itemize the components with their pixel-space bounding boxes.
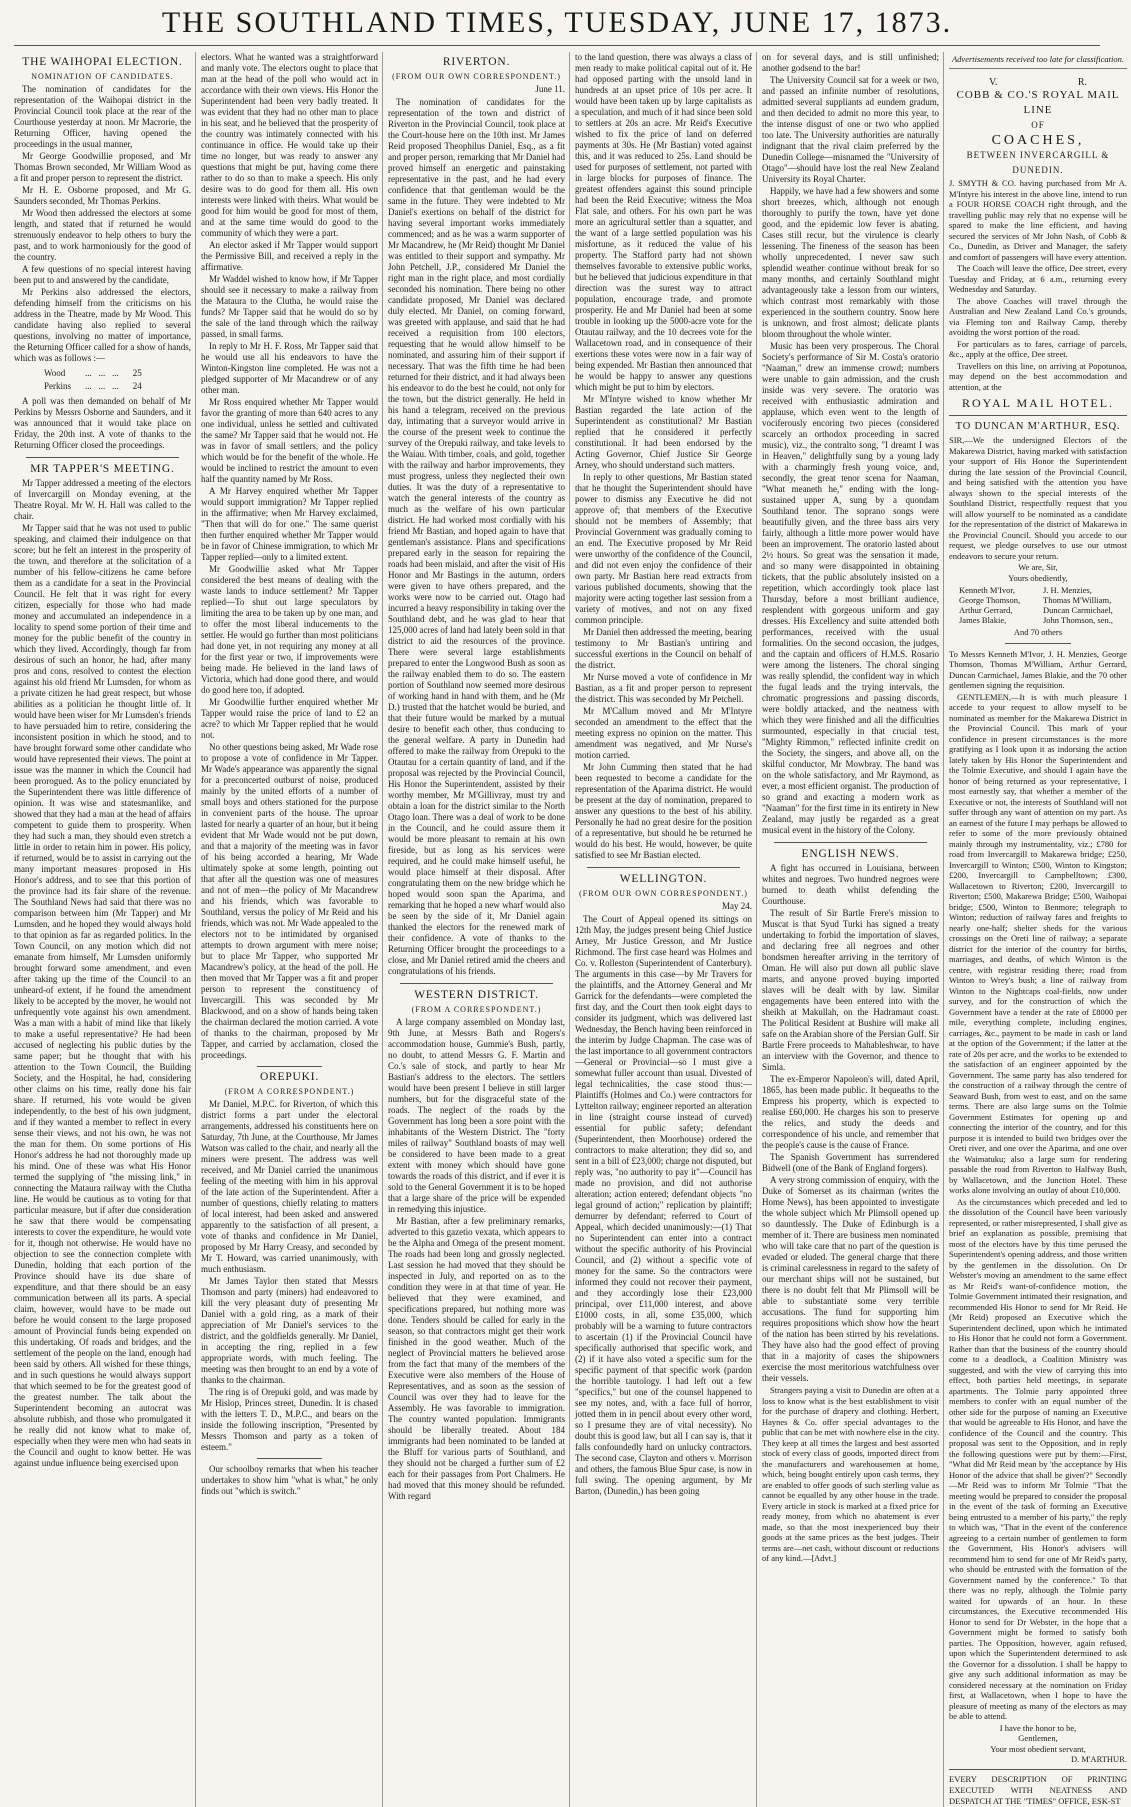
ad-title-line: COBB & CO.'S ROYAL MAIL LINE (956, 89, 1120, 116)
column-4 (575, 52, 757, 1807)
column-1 (14, 52, 196, 1807)
signatory: J. H. Menzies, (1043, 585, 1092, 595)
article-body (388, 1017, 565, 1502)
signatory: Thomas M'William, (1043, 595, 1112, 605)
divider (400, 983, 553, 984)
poll-dots: ... ... ... (85, 368, 119, 378)
ad-title-line: BETWEEN INVERCARGILL & DUNEDIN. (966, 150, 1110, 175)
article-heading-wellington: WELLINGTON. (619, 873, 708, 885)
paragraph: A Mr Harvey enquired whether Mr Tapper would support immigration? Mr Tapper replied in the affirmative; when Mr Harvey exclaimed, "Then that will do for one." The same querist then further enquired whether Mr Tapper would be in favor of Chinese immigration, to which Mr Tapper replied—only to a limited extent. (201, 486, 378, 562)
paragraph: The ex-Emperor Napoleon's will, dated April, 1865, has been made public. It bequeaths to the Empress his property, which is expected to realise £60,000. He charges his son to preserve the relics, and study the deeds and correspondence of his uncle, and remember that the people's cause is the cause of France. (762, 1074, 939, 1150)
paragraph: Mr M'Intyre wished to know whether Mr Bastian regarded the late action of the Superintendent as constitutional? Mr Bastian replied that he considered it perfectly constitutional. It had been endorsed by the Acting Governor, Chief Justice Sir George Arney, who should understand such matters. (575, 394, 752, 470)
requisition-advertisement (949, 421, 1127, 1765)
article-date: June 11. (535, 84, 565, 94)
table-row (44, 381, 154, 392)
article-subheading: (FROM OUR OWN CORRESPONDENT.) (392, 72, 561, 81)
paragraph: Mr M'Callum moved and Mr M'Intyre seconded an amendment to the effect that the meeting express no opinion on the matter. This amendment was negatived, and Mr Nurse's motion carried. (575, 706, 752, 760)
article-body (762, 863, 939, 1564)
article-body (762, 52, 939, 836)
paragraph: electors. What he wanted was a straightforward and manly vote. The electors ought to place that man at the head of the poll who would act in accordance with their own views. His Honor the Superintendent had been very badly treated. It was evident that they had no other man to place in his seat, and he believed that the prosperity of the country was intimately connected with his continuance in office. He would take up their time no longer, but was ready to answer any questions that might be put, having come there rather to do so than to make a speech. His only desire was to do good for them all. His own interests were linked with theirs. What would be good for him would be good for most of them, and at the same time would do good to the community of which they were a part. (201, 52, 378, 238)
article-heading-orepuki: OREPUKI. (259, 1071, 320, 1083)
paragraph: The nomination of candidates for the representation of the town and district of Riverton in the Provincial Council, took place at the Court-house here on the 10th inst. Mr James Reid proposed Theophilus Daniel, Esq., as a fit and proper person, remarking that Mr Daniel had proved himself an energetic and painstaking representative in the past, and he had every confidence that that gentleman would be the same in the future. They were indebted to Mr Daniel's exertions on behalf of the district for having several important works immediately commenced; and as he was a warm supporter of Mr Macandrew, he (Mr Reid) thought Mr Daniel was entitled to their support and sympathy. Mr John Petchell, J.P., considered Mr Daniel the right man in the right place, and most cordially seconded his nomination. There being no other candidate proposed, Mr Daniel was declared duly elected. Mr Daniel, on coming forward, was greeted with applause, and said that he had received a requisition from 100 electors, requesting that he would allow himself to be nominated, and assuring him of their support if necessary. That was the fifth time he had been returned for their district, and it had always been his endeavor to do the best he could, not only for the town, but the district generally. He held in his hand a telegram, received on the previous day, intimating that a surveyor would arrive in the course of the present week to continue the survey of the Orepuki railway, and take levels to the Waiau. With timber, coals, and gold, together with the railway and harbor improvements, they must progress, unless they neglected their own duties. It was the duty of a representative to watch the general interests of the country as much as the welfare of his own particular district. He had worked most cordially with his friend Mr Bastian, and hoped again to have that gentleman's assistance. Plans and specifications prepared early in the season for repairing the roads had been mislaid, and after the visit of His Honor and Mr Bastings in the autumn, orders were given to have others prepared, and the works were now to be carried out. Otago had incurred a heavy responsibility in taking over the Southland debt, and he was glad to hear that 125,000 acres of land had lately been sold in that district to aid the resources of the province. There were several large establishments prepared to enter the Longwood Bush as soon as the railway enabled them to do so. The eastern portion of Southland now seemed more desirous of working hand in hand with them, and he (Mr D.) trusted that the hatchet would be buried, and that their future would be marked by a mutual desire to benefit each other, thus conducing to the general welfare. A party in Dunedin had offered to make the railway from Orepuki to the Otautau for a certain quantity of land, and if the proposal was rejected by the Provincial Council, His Honor the Superintendent, assisted by their worthy member, Mr M'Gillivray, must try and obtain a loan for the district similar to the North Otago loan. There was a deal of work to be done in the Council, and he could assure them it would be more pleasant to remain at his own fireside, but as long as his services were required, and he could make himself useful, he would place himself at their disposal. After congratulating them on the new bridge which he hoped would soon span the Aparima, and remarking that he hoped a new wharf would also be seen by the side of it, Mr Daniel again thanked the electors for the renewed mark of their confidence. A vote of thanks to the Returning Officer brought the proceedings to a close, and Mr Daniel retired amid the cheers and congratulations of his friends. (388, 97, 565, 976)
paragraph: Mr Goodwillie further enquired whether Mr Tapper would raise the price of land to £2 an acre? to which Mr Tapper replied that he would not. (201, 697, 378, 740)
paragraph: on for several days, and is still unfinished; another godsend to the bar! (762, 52, 939, 73)
paragraph: An elector asked if Mr Tapper would support the Permissive Bill, and received a reply in the affirmative. (201, 240, 378, 272)
paragraph: Mr Tapper addressed a meeting of the electors of Invercargill on Monday evening, at the Theatre Royal. Mr W. H. Hall was called to the chair. (14, 478, 191, 521)
paragraph: Mr Daniel, M.P.C. for Riverton, of which this district forms a part under the electoral arrangements, addressed his constituents here on Saturday, 7th June, at the Courthouse. Mr James Watson was called to the chair, and nearly all the miners were present. The address was well received, and Mr Daniel carried the unanimous feeling of the meeting with him in his approval of the late action of the Superintendent. After a number of questions, chiefly relating to matters of local interest, had been asked and answered apparently to the satisfaction of all present, a vote of thanks and confidence in Mr Daniel, proposed by Mr Harry Creasy, and seconded by Mr T. Howard, was carried unanimously, with much enthusiasm. (201, 1099, 378, 1274)
article-body (388, 97, 565, 977)
poll-dots: ... ... ... (85, 381, 119, 391)
poll-votes: 24 (132, 381, 142, 391)
paragraph: Mr Nurse moved a vote of confidence in Mr Bastian, as a fit and proper person to represent the district. This was seconded by Mr Petchell. (575, 672, 752, 704)
printing-advertisement: EVERY DESCRIPTION OF PRINTING EXECUTED WITH NEATNESS AND DESPATCH AT THE "TIMES" OFFICE, ESK-ST (949, 1773, 1127, 1806)
paragraph: Happily, we have had a few showers and some short breezes, which, although not enough thoroughly to purify the town, have yet done good, and the epidemic low fever is abating. Cases still recur, but the virulence is clearly lessening. The fineness of the season has been wholly unprecedented. I never saw such splendid weather continue without break for so many months, and certainly Southland might advantageously take a lesson from our winters, which contrast most remarkably with those experienced in the southern country. Snow here is unknown, and frost almost; delicate plants bloom throughout the whole winter. (762, 186, 939, 339)
paragraph: Mr Waddel wished to know how, if Mr Tapper should see it necessary to make a railway from the Mataura to the Clutha, he would raise the funds? Mr Tapper said that he would do so by the sale of the land through which the railway passed, in small farms. (201, 274, 378, 339)
ad-paragraph: Travellers on this line, on arriving at Popotunoa, may depend on the best accommodation and attention, at the (949, 360, 1127, 392)
column-6 (949, 52, 1131, 1807)
table-row (44, 368, 154, 379)
requisition-heading: TO DUNCAN M'ARTHUR, ESQ. (955, 421, 1121, 432)
article-body (201, 52, 378, 1061)
article-body (575, 52, 752, 861)
paragraph: The nomination of candidates for the representation of the Waihopai district in the Provincial Council took place at the rear of the Courthouse yesterday at noon. Mr Macrorie, the Returning Officer, having opened the proceedings in the usual manner, (14, 84, 191, 149)
paragraph: Our schoolboy remarks that when his teacher undertakes to show him "what is what," he only finds out "which is switch." (201, 1464, 378, 1496)
article-subheading: (FROM A CORRESPONDENT.) (224, 1087, 355, 1096)
paragraph: Mr Tapper said that he was not used to public speaking, and claimed their indulgence on that score; but he felt an interest in the prosperity of the town, and therefore at the solicitation of a number of his fellow-citizens he came before them as a candidate for a seat in the Provincial Council. He felt that it was right for every citizen, especially for those who had made money and accumulated an independence in a locality to spend some portion of their time and money for the public benefit of the country in which they lived. Accordingly, though far from desirous of such an honor, he had, after many pros and cons, resolved to contest the election against his old friend Mr Lumsden, for whom as a private citizen he had great respect, but whose abilities as a politician he thought little of. It would have been wiser for Mr Lumsden's friends to have persuaded him to retire, considering the inconsistent position in which he stood, and to have brought forward some other candidate who would have represented their views. The point at issue was the manner in which the Council had been prorogued. As to the policy enunciated by the Superintendent there was little difference of opinion. It was wise and statesmanlike, and showed that they had a man at the head of affairs competent to guide them to prosperity. When they had such a man, they should even stretch a little in order to retain him in power. His policy, if returned, would be to assist in carrying out the many important measures proposed in His Honor's address, and to see that this portion of the province had its fair share of the revenue. The Southland News had said that there was no comparison between him (Mr Tapper) and Mr Lumsden, and he hoped they would always hold to that opinion as far as regarded politics. In the Town Council, on any motion which did not emanate from himself, Mr Lumsden uniformly brought forward some amendment, and even after taking up the time of the Council to an unheard-of extent, if he found the amendment likely to be accepted by the mover, he would not unfrequently vote against his own amendment. Was a man with a habit of mind like that likely to make a useful representative? He had been accused of neglecting his public duties by the same paper; but he thought that with his attention to the Town Council, the Building Society, and the Hospital, he had, considering other claims on his time, really done his fair share. If returned, his vote would be given independently, to the best of his own judgment, and if they wanted a member to reflect in every sense their views, and not his own, he was not the man for them. On some portions of His Honor's address he had not thoroughly made up his mind. One of these was what His Honor termed the supplying of "the missing link," in connecting the Mataura railway with the Clutha line. He would be cautious as to voting for that particular measure, but if after due consideration he saw that there would be compensating interests to cover the expenditure, he would vote for it, though not otherwise. He would have no objection to see the connection complete with Dunedin, holding that each portion of the Province should have its due share of expenditure, and that there should be an easy communication between all its parts. A special claim, however, would have to be made out before he would consent to the large proposed amount of Provincial funds being expended on this undertaking. Of roads and bridges, and the settlement of the people on the land, enough had been said by others. All wished for these things, and in such questions he would always support that which seemed to be for the greatest good of the greatest number. The talk about the Superintendent becoming an autocrat was absolute rubbish, and those who promulgated it he really did not know what to make of, especially when they were men who had seats in the Council and ought to know better. He was against undue influence being exercised upon (14, 523, 191, 1468)
column-3 (388, 52, 570, 1807)
divider (949, 1769, 1127, 1770)
article-body (201, 1099, 378, 1497)
ad-paragraph: J. SMYTH & CO. having purchased from Mr A. M'Intyre his interest in the above line, intend to run a FOUR HORSE COACH right through, and the travelling public may rely that no expense will be spared to make the line efficient, and having secured the services of Mr John Nash, of Cobb & Co., Dunedin, as Driver and Manager, the safety and comfort of passengers will have every attention. (949, 178, 1127, 262)
column-2 (201, 52, 383, 1807)
article-subheading: NOMINATION OF CANDIDATES. (31, 72, 174, 81)
paragraph: Music has been very prosperous. The Choral Society's performance of Sir M. Costa's oratorio "Naaman," drew an immense crowd; numbers were unable to gain admission, and the crush inside was very severe. The oratorio was received with enthusiastic admiration and applause, which even went to the length of vociferously encoring two pieces (considered scarcely an orthodox proceeding in sacred music), viz., the contralto song, "I dreamt I was in Heaven," delightfully sung by a young lady with a charmingly fresh young voice, and, secondly, the great tenor scena for Naaman, "What meaneth he," ending with the long-sustained upper A, sung by a quondam Southland tenor. The soprano songs were beautifully given, and the three bass airs very fairly, although a little more power would have been an improvement. The oratorio lasted about 2½ hours. So great was the sensation it made, and so many were disappointed in obtaining tickets, that the public absolutely insisted on a repetition, which accordingly took place last Thursday, before a most brilliant audience, resplendent with gorgeous uniform and gay dresses. His Excellency and suite attended both performances, received with the usual formalities. On the second occasion, the judges, and the captain and officers of H.M.S. Rosario were among the listeners. The choral singing was really splendid, the confident way in which the fugal leads and the trying intervals, the chromatic progressions and passing discords, were boldly attacked, and the neatness with which they were finished and all the difficulties surmounted, especially in that crucial test, "Mighty Rimmon," reflected infinite credit on the Society, the singers, and above all, on the skilful conductor, Mr Mowbray. The band was on the whole satisfactory, and Mr Raymond, as ever, a most efficient organist. The production of so grand and exacting a modern work as "Naaman" for the first time in its entirety in New Zealand, may justly be regarded as a great musical event in the history of the Colony. (762, 341, 939, 835)
divider (774, 842, 927, 843)
paragraph: In reply to other questions, Mr Bastian stated that he thought the Superintendent should have power to dismiss any Executive he did not approve of; that members of the Executive should not be members of Assembly; that Provincial Government was gradually coming to an end. The Executive proposed by Mr Reid were unworthy of the confidence of the Council, and did not even enjoy the confidence of their own party. Mr Bastian here read extracts from various published documents, showing that the majority were acting together last session from a variety of motives, and not on any fixed common principle. (575, 472, 752, 625)
paragraph: No other questions being asked, Mr Wade rose to propose a vote of confidence in Mr Tapper. Mr Wade's appearance was apparently the signal for a preconcerted outburst of noise, produced mainly by the united efforts of a number of small boys and others stationed for the purpose in convenient parts of the house. The uproar lasted for nearly a quarter of an hour, but it being evident that Mr Wade would not be put down, and that a majority of the meeting was in favor of his being accorded a hearing, Mr Wade ultimately spoke at some length, pointing out that after all the question was one of measures and not of men—the policy of Mr Macandrew and his friends, which was favorable to Southland, versus the policy of Mr Reid and his friends, which was not. Mr Wade appealed to the electors not to be intimidated by organised attempts to drown argument with mere noise; but to place Mr Tapper, who supported Mr Macandrew's policy, at the head of the poll. He then moved that Mr Tapper was a fit and proper person to represent the constituency of Invercargill. This was seconded by Mr Blackwood, and on a show of hands being taken the chairman declared the motion carried. A vote of thanks to the chairman, proposed by Mr Tapper, and carried by acclamation, closed the proceedings. (201, 742, 378, 1060)
divider (26, 457, 179, 458)
paragraph: Mr John Cumming then stated that he had been requested to become a candidate for the representation of the Aparima district. He would be present at the day of nomination, prepared to answer any questions to the best of his ability. Personally he had no great desire for the position of a representative, but should he be returned he would do his best. He would, however, be quite satisfied to see Mr Bastian elected. (575, 762, 752, 860)
ad-title-line: COACHES, (991, 133, 1085, 148)
paragraph: Mr George Goodwillie proposed, and Mr Thomas Brown seconded, Mr William Wood as a fit and proper person to represent the district. (14, 151, 191, 183)
columns (14, 52, 1127, 1806)
poll-name: Wood (44, 368, 66, 378)
closing-line: Your most obedient servant, (990, 1743, 1086, 1754)
divider (257, 1066, 322, 1067)
signatory: Arthur Gerrard, (959, 605, 1013, 615)
closing-line: Yours obediently, (1008, 572, 1068, 583)
divider (257, 1458, 322, 1459)
reply-body: As the circumstances which preceded and led to the dissolution of the Council have been variously represented, or rather misrepresented, I shall give as brief an explanation as possible, premising that most of the electors have by this time perused the Superintendent's opening address, and those written by the gentlemen in the dissolution. On Dr Webster's moving an amendment to the same effect as Mr Reid's want-of-confidence motion, the Tolmie Government intimated their resignation, and recommended His Honor to send for Mr Reid. He (Mr Reid) proposed an Executive which the Superintendent declined, upon which he intimated to His Honor that he could not form a Government. Rather than that the business of the country should come to a deadlock, a Coalition Ministry was suggested, and with the view of carrying this into effect, both parties held meetings, in separate apartments. The Tolmie party appointed three members to confer with an equal number of the other side for the purpose of naming an Executive that would be agreeable to His Honor, and have the confidence of the Council and the country. This proposal was sent to the Opposition, and in reply the following questions were put by them:—First, "What did Mr Reid mean by 'the acceptance by His Honor of the advice that shall be given'?" Secondly—Mr Reid was to inform Mr Tolmie "That the meeting would be prepared to consider the proposal in the event of the task of forming an Executive being entrusted to a member of his party," the reply to which was, "That in the event of the conference agreeing to a certain number of gentlemen to form the Government, His Honor's advisers will recommend him to send for one of Mr Reid's party, who should be entrusted with the formation of the Government named by the conference." To that there was no reply, although the Tolmie party waited for upwards of an hour. In these circumstances, the Executive recommended His Honor to send for Dr Webster, in the hope that a Government might be formed to satisfy both parties. The Opposition, however, again refused, upon which the Superintendent determined to ask the Governor for a dissolution. I shall be happy to give any such additional information as may be considered necessary at the nomination on Friday first, at Wallacetown, when I hope to have the pleasure of meeting as many of the electors as may be able to attend. (949, 1196, 1127, 1721)
paragraph: Mr Bastian, after a few preliminary remarks, adverted to this gazetio vexata, which appears to be the Alpha and Omega of the present moment. The roads had been long and grossly neglected. Last session he had moved that they should be inspected in July, and reported on as to the condition they were in at that time of year. He believed that they were examined, and specifications prepared, but nothing more was done. Tenders should be called for early in the season, so that contractors might get their work finished in the good weather. Much of the neglect of Provincial matters he believed arose from the fact that many of the members of the Executive were also members of the House of Representatives, and as soon as the session of Council was over they had to leave for the Assembly. He was favorable to immigration. The country wanted population. Immigrants should be liberally treated. About 184 immigrants had been nominated to be landed at the Bluff for various parts of Southland, and they should not be charged a further sum of £2 each for their passages from Port Chalmers. He had moved that this money should be refunded. With regard (388, 1216, 565, 1501)
paragraph: Mr James Taylor then stated that Messrs Thomson and party (miners) had endeavored to kill the very pleasant duty of presenting Mr Daniel with a gold ring, as a mark of their appreciation of Mr Daniel's services to the district, and the goldfields generally. Mr Daniel, in accepting the ring, replied in a few appropriate words, with much feeling. The meeting was then brought to an end by a vote of thanks to the chairman. (201, 1276, 378, 1385)
paragraph: A poll was then demanded on behalf of Mr Perkins by Messrs Osborne and Saunders, and it was announced that it would take place on Friday, the 20th inst. A vote of thanks to the Returning Officer closed the proceedings. (14, 396, 191, 450)
signatory: George Thomson, (959, 595, 1021, 605)
article-heading-riverton: RIVERTON. (442, 56, 511, 68)
closing-line: I have the honor to be, (999, 1722, 1077, 1733)
signatories-list (959, 585, 1127, 625)
ad-title-line: OF (1031, 120, 1045, 130)
signatory: Kenneth M'Ivor, (959, 585, 1015, 595)
paragraph: Mr H. E. Osborne proposed, and Mr G. Saunders seconded, Mr Thomas Perkins. (14, 185, 191, 206)
article-subheading: (FROM A CORRESPONDENT.) (411, 1005, 542, 1014)
paragraph: Mr Goodwillie asked what Mr Tapper considered the best means of dealing with the waste lands to induce settlement? Mr Tapper replied—To shut out large speculators by limiting the area to be taken up by one man, and to offer the most liberal inducements to the settler. He would go further than most politicians had done yet, in not requiring any money at all for the first year or two, if improvements were being made. He believed in the land laws of Victoria, which had done good there, and would do good here too, if adopted. (201, 564, 378, 695)
article-subheading: (FROM OUR OWN CORRESPONDENT.) (579, 889, 748, 898)
article-body (14, 478, 191, 1469)
reply-addressees: To Messrs Kenneth M'Ivor, J. H. Menzies, George Thomson, Thomas M'William, Arthur Gerrard, Duncan Carmichael, James Blakie, and the 70 other gentlemen signing the requisition. (949, 648, 1127, 690)
signatory: James Blakie, (959, 615, 1007, 625)
royal-cipher-right: R. (1077, 77, 1087, 88)
divider (1005, 643, 1071, 644)
poll-votes: 25 (132, 368, 142, 378)
requisition-body: SIR,—We the undersigned Electors of the Makarewa District, having marked with satisfaction your support of His Honor the Superintendent during the late session of the Provincial Council, and being satisfied with the attention you have always shown to the special interests of the Southland District, respectfully request that you will allow yourself to be nominated as a candidate for the representation of the district of Makarewa in the Provincial Council. Should you accede to our request, we pledge ourselves to use our utmost endeavors to secure your return. (949, 435, 1127, 561)
signatory: Duncan Carmichael, (1043, 605, 1113, 615)
signatories-others: And 70 others (1013, 627, 1063, 637)
paragraph: A very strong commission of enquiry, with the Duke of Somerset as its chairman (writes the Home News), has been appointed to investigate the whole subject which Mr Plimsoll opened up so dauntlessly. The Duke of Edinburgh is a member of it. There are business men nominated who will take care that no part of the question is evaded or eluded. The general charge that there is criminal carelessness in regard to the safety of our merchant ships will not be sustained, but there is no doubt felt that Mr Plimsoll will be able to substantiate some very terrible accusations. The fund for supporting him requires propositions which show how the heart of the nation has been stirred by his revelations. They have also had the good effect of proving that in a majority of cases the shipowners exercise the most meritorious watchfulness over their vessels. (762, 1175, 939, 1383)
paragraph: Mr Perkins also addressed the electors, defending himself from the criticisms on his address in the Theatre, made by Mr Wood. This candidate having also replied to several questions, involving no matter of importance, the Returning Officer called for a show of hands, which was as follows :— (14, 287, 191, 363)
paragraph: The Court of Appeal opened its sittings on 12th May, the judges present being Chief Justice Arney, Mr Justice Gresson, and Mr Justice Richmond. The first case heard was Holmes and Co. v. Rolleston (Superintendent of Canterbury). The arguments in this case—by Mr Travers for the plaintiffs, and the Attorney General and Mr Garrick for the defendants—were completed the first day, and the Court then took eight days to consider its judgment, which was delivered last Wednesday, the Bench having been reinforced in the interim by Judge Chapman. The case was of the last importance to all government contractors—General or Provincial—so I must give a somewhat fuller account than usual. Divested of legal technicalities, the case stood thus:—Plaintiffs (Holmes and Co.) were contractors for Lyttelton railway; engineer reported an alteration in line (straight course instead of curved) essential for public safety; defendant (Superintendent, then Moorhouse) ordered the contractors to make alteration; they did so, and sent in a bill of £23,000; charge not disputed, but reply was, "no authority to pay it"—Council has made no provision, and did not authorise alteration; action entered; defendant objects "no legal ground of action;" replication by plaintiff; demurrer by defendant; referred to Court of Appeal, which decided unanimously:—(1) That no Superintendent can enter into a contract without the specific authority of his Provincial Council, and (2) without a specific vote of money for the same. So the contractors were informed they could not recover their payment, and they accordingly lose their £23,000 principal, over £11,000 interest, and above £1000 costs, in all, some £35,000, which probably will be a warning to future contractors to ascertain (1) if the Provincial Council have specifically authorised that specific work, and (2) if it have also voted a specific sum for the specific payment of that specific work (pardon the horrible tautology. I had left out a few "specifics," but one of the counsel happened to see my notes, and, with a face full of horror, jotted them in in pencil about every other word, so I presume they are of vital necessity). No doubt this is good law, but all I can say is, that it falls confoundedly hard on unlucky contractors. The second case, Clayton and others v. Morrison and others, the famous Blue Spur case, is now in full swing. The opening argument, by Mr Barton, (Dunedin,) has been going (575, 914, 752, 1496)
paragraph: The Spanish Government has surrendered Bidwell (one of the Bank of England forgers). (762, 1152, 939, 1173)
article-body (14, 84, 191, 451)
royal-cipher (949, 77, 1127, 88)
late-ads-note: Advertisements received too late for classification. (949, 54, 1127, 69)
ad-paragraph: The above Coaches will travel through the Australian and New Zealand Land Co.'s grounds, via Fleming ton and Railway Camp, thereby avoiding the worst portion of the road. (949, 295, 1127, 337)
article-body (575, 914, 752, 1497)
paragraph: Mr Wood then addressed the electors at some length, and stated that if returned he would strenuously endeavor to help others to bury the past, and to work harmoniously for the good of the country. (14, 208, 191, 262)
cobb-advertisement (949, 88, 1127, 411)
ad-paragraph: The Coach will leave the office, Dee street, every Tuesday and Friday, at 6 a.m., returning every Wednesday and Saturday. (949, 263, 1127, 294)
closing-line: Gentlemen, (1018, 1733, 1058, 1743)
advertorial-paragraph: Strangers paying a visit to Dunedin are often at a loss to know what is the best establishment to visit for the purchase of drapery and clothing. Herbert, Haynes & Co. offer special advantages to the public that can be met with nowhere else in the city. They keep at all times the largest and best assorted stock of every class of goods, imported direct from the manufacturers and warehousemen at home, which, being bought entirely upon cash terms, they are enabled to offer goods of such sterling value as cannot be equalled by any other house in the trade. Every article in stock is marked at a fixed price for ready money, from which no abatement is ever made, so that the most inexperienced buy their goods at the same prices as the best judges. Their terms are—net cash, without discount or reductions of any kind.—[Advt.] (762, 1385, 939, 1563)
closing-line: We are, Sir, (1018, 562, 1058, 572)
royal-cipher-left: V. (989, 77, 998, 88)
column-5 (762, 52, 944, 1807)
article-date: May 24. (722, 901, 752, 911)
divider (949, 415, 1127, 416)
article-heading-waihopai-election: THE WAIHOPAI ELECTION. (22, 56, 183, 68)
paragraph: Mr Ross enquired whether Mr Tapper would favor the granting of more than 640 acres to any one individual, unless he settled and cultivated the same? Mr Tapper said that he would not. He was in favor of small settlers, and the policy which would be for the benefit of the whole. He would be inclined to restrict the amount to even half the quantity named by Mr Ross. (201, 397, 378, 484)
show-of-hands-table (42, 366, 156, 394)
paragraph: In reply to Mr H. F. Ross, Mr Tapper said that he would use all his endeavors to have the Winton-Kingston line completed. He was not a pledged supporter of Mr Macandrew or of any other man. (201, 341, 378, 395)
paragraph: to the land question, there was always a class of men ready to make political capital out of it. He had opposed parting with the unsold land in hundreds at an upset price of 10s per acre. It would have been taken up by large capitalists as a speculation, and much of it had since been sold to settlers at 20s an acre. Mr Reid's Executive wished to fix the price of land on deferred payments at 30s. He (Mr Bastian) voted against this, and it was reduced to 25s. Land should be used for purposes of settlement, not parted with in large blocks for purposes of finance. The greatest offenders against this sound principle had been the Reid Executive; witness the Moa Flat sale, and others. For his own part he was more an agricultural settler than a squatter, and the want of a large settled population was his misfortune, as it reduced the value of his property. The Stafford party had not shown themselves favorable to extensive public works, but he believed that judicious expenditure in that direction was the surest way to attract population, encourage trade, and promote prosperity. He and Mr Daniel had been at some trouble in looking up the 5000-acre vote for the Otautau railway, and the 10 decrees vote for the Wallacetown road, and in consequence of their exertions these votes were now in a fair way of being expended. Mr Bastian then announced that he would be happy to answer any questions which might be put to him by electors. (575, 52, 752, 392)
paragraph: The ring is of Orepuki gold, and was made by Mr Hislop, Princes street, Dunedin. It is chased with the letters T. D., M.P.C., and bears on the inside the following inscription, "Presented by Messrs Thomson and party as a token of esteem." (201, 1387, 378, 1452)
poll-name: Perkins (44, 381, 71, 391)
article-heading-western-district: WESTERN DISTRICT. (414, 989, 539, 1001)
paragraph: A fight has occurred in Louisiana, between whites and negroes. Two hundred negroes were burned to death whilst defending the Courthouse. (762, 863, 939, 906)
ad-hotel-name: ROYAL MAIL HOTEL. (961, 396, 1115, 410)
signatory: John Thomson, sen., (1043, 615, 1113, 625)
reply-body: GENTLEMEN,—It is with much pleasure I accede to your request to allow myself to be nominated as member for the Makarewa District in the Provincial Council. This mark of your confidence in present circumstances is the more gratifying as I look upon it as indorsing the action lately taken by His Honor the Superintendent and the Tolmie Executive, and should I again have the honor of being returned as your representative, I most earnestly say, that whether a member of the Executive or not, the interests of Southland will not suffer through any want of attention on my part. As an earnest of the future I may perhaps be allowed to refer to some of the more previously obtained mainly through my instrumentality, viz.; £780 for road from Invercargill to Makarewa bridge; £250, Invercargill to Winton; £500, Winton to Kingston; £200, Invercargill to Campbelltown; £300, Wallacetown to Riverton; £200, Invercargill to Riverton; £500, Makarewa Bridge; £500, Waihopai bridge; £500, Winton to Benmore; telegraph to Winton; reduction of railway fares and freights to nearly one-half; shelter sheds for the various crossings on the Oreti line of railway; a separate district for the interior of the country for births, marriages, and deaths, of which Winton is the centre, with registrar residing there; road from Winton to Wrey's bush; a line of railway from Winton to the Nightcaps coal-fields, now under survey, and for the construction of which the Government have a tender at the rate of £8000 per mile, everything complete, including engines, carriages, &c., payment to be made in cash or land at the option of the Government; if the latter at the rate of 20s per acre, and the works to be extended to the satisfaction of an engineer appointed by the Government. The same party has also tendered for the construction of a railway through the centre of Seaward Bush, from west to east, and on the same terms. There are also large sums on the Tolmie Government Estimates for opening up and connecting the interior of the country, and for this purpose it is intended to build two bridges over the Oreti river, and one over the Aparima, and one over the Waimatuku; also a large sum for rendering passable the road from Riverton to Halfway Bush, by Wallacetown, and the Junction Hotel. These works alone involving an outlay of about £10,000. (949, 691, 1127, 1195)
masthead: THE SOUTHLAND TIMES, TUESDAY, JUNE 17, 1873. (14, 6, 1100, 46)
paragraph: A few questions of no special interest having been put to and answered by the candidate, (14, 264, 191, 285)
signature-name: D. M'ARTHUR. (1070, 1754, 1127, 1764)
paragraph: A large company assembled on Monday last, 9th June, at Messrs Bath and Rogers's accommodation house, Gummie's Bush, partly, no doubt, to attend Messrs G. F. Martin and Co.'s sale of stock, and partly to hear Mr Bastian's address to the electors. The settlers would have been present I believe in still larger numbers, but for the disgraceful state of the roads. The neglect of the roads by the Government has long been a sore point with the inhabitants of the Western District. The "forty miles of railway" Southland boasts of may well be considered to have been made to a great extent with money which should have gone towards the roads of this district, and if ever it is sold to the General Government it is to be hoped that a large share of the price will be expended in remedying this injustice. (388, 1017, 565, 1214)
paragraph: The result of Sir Bartle Frere's mission to Muscat is that Syud Turki has signed a treaty undertaking to forbid the importation of slaves, and declaring free all negroes and other bondsmen hereafter arriving in the territory of Oman. He will also put down all public slave marts, and anyone proved buying imported slaves will be dealt with by law. Similar engagements have been entered into with the sheikh at Makullah, on the Hadramaut coast. The Political Resident at Bushire will make all safe on the Arabian shore of the Persian Gulf. Sir Bartle Frere proceeds to Mahableshwar, to have an interview with the Governor, and thence to Simla. (762, 908, 939, 1072)
article-heading-english-news: ENGLISH NEWS. (801, 848, 900, 860)
paragraph: Mr Daniel then addressed the meeting, bearing testimony to Mr Bastian's untiring and successful exertions in the Council on behalf of the district. (575, 627, 752, 670)
paragraph: The University Council sat for a week or two, and passed an infinite number of resolutions, admitted several suppliants ad eundem gradum, and then decided to admit no more this year, to the intense disgust of one or two who applied too late. The University authorities are naturally indignant that the rival claim preferred by the Dunedin College—misnamed the "University of Otago"—should have lost the real New Zealand University its Royal Charter. (762, 75, 939, 184)
divider (587, 867, 740, 868)
ad-paragraph: For particulars as to fares, carriage of parcels, &c., apply at the office, Dee street. (949, 338, 1127, 359)
article-heading-tappers-meeting: MR TAPPER'S MEETING. (30, 463, 175, 475)
